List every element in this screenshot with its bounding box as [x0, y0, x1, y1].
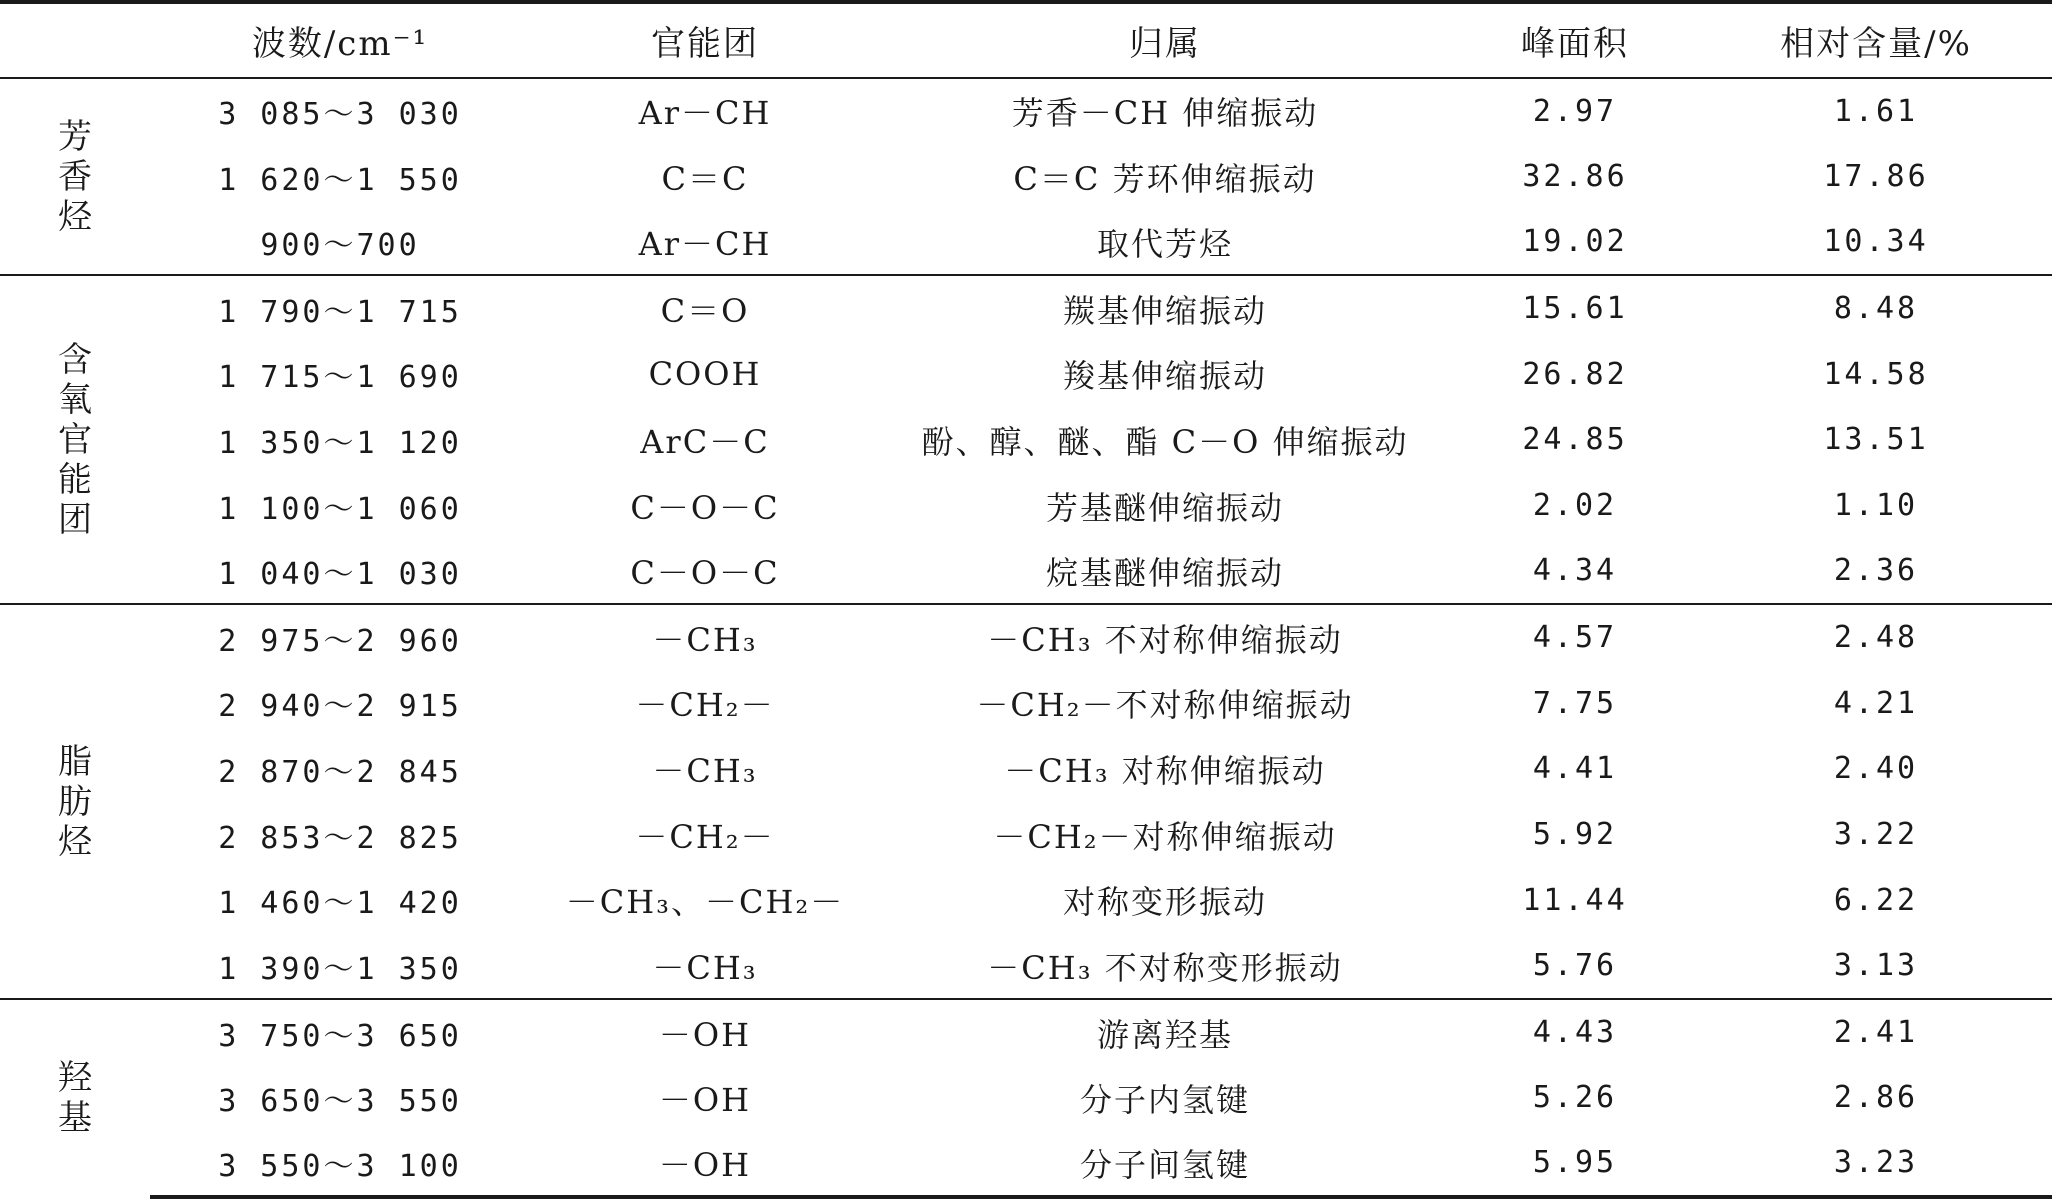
- cell-relative-content: 4.21: [1833, 685, 1919, 721]
- cell-wavenumber: 1 620～1 550: [218, 162, 462, 198]
- cell-wavenumber: 3 085～3 030: [150, 78, 530, 144]
- cell-peak-area: 32.86: [1522, 159, 1628, 195]
- cell-peak-area: 5.26: [1532, 1080, 1618, 1116]
- cell-functional-group: －CH₃: [530, 604, 880, 670]
- cell-peak-area: 7.75: [1532, 685, 1618, 721]
- header-attribution: 归属: [880, 2, 1450, 78]
- cell-attribution: 分子内氢键: [1079, 1080, 1250, 1119]
- cell-attribution: －CH₂－对称伸缩振动: [993, 817, 1337, 856]
- cell-attribution: －CH₃ 对称伸缩振动: [1004, 751, 1326, 790]
- cell-functional-group: ArC－C: [640, 422, 770, 461]
- cell-attribution: 分子间氢键: [880, 1131, 1450, 1197]
- cell-peak-area: 5.76: [1532, 948, 1618, 984]
- cell-relative-content: 10.34: [1823, 224, 1929, 260]
- cell-wavenumber: 1 100～1 060: [218, 491, 462, 527]
- cell-peak-area: 11.44: [1522, 882, 1628, 918]
- table-row: [0, 407, 2052, 473]
- cell-wavenumber: 1 390～1 350: [218, 951, 462, 987]
- cell-wavenumber: 1 790～1 715: [150, 275, 530, 341]
- group-label-oxygen: 含氧官能团: [0, 275, 150, 604]
- cell-attribution: －CH₃ 不对称变形振动: [987, 948, 1343, 987]
- cell-peak-area: 4.57: [1450, 604, 1700, 670]
- cell-functional-group: －CH₂－: [635, 817, 775, 856]
- cell-functional-group: －CH₂－: [635, 686, 775, 725]
- cell-wavenumber: 3 550～3 100: [150, 1131, 530, 1197]
- cell-attribution: 芳基醚伸缩振动: [1045, 488, 1284, 527]
- table-header-row: [0, 2, 2052, 78]
- cell-peak-area: 2.97: [1450, 78, 1700, 144]
- cell-functional-group: －OH: [530, 1131, 880, 1197]
- header-functional-group: 官能团: [530, 2, 880, 78]
- header-group: [0, 2, 150, 78]
- header-peak-area: 峰面积: [1450, 2, 1700, 78]
- cell-relative-content: 1.10: [1833, 488, 1919, 524]
- cell-attribution: 取代芳烃: [1096, 224, 1233, 263]
- cell-attribution: －CH₂－不对称伸缩振动: [976, 686, 1354, 725]
- cell-wavenumber: 1 350～1 120: [218, 425, 462, 461]
- cell-relative-content: 2.40: [1833, 751, 1919, 787]
- cell-wavenumber: 1 040～1 030: [218, 556, 462, 592]
- cell-attribution: C＝C 芳环伸缩振动: [1013, 159, 1317, 198]
- cell-peak-area: 2.02: [1532, 488, 1618, 524]
- cell-attribution: －CH₃ 不对称伸缩振动: [880, 604, 1450, 670]
- group-label-aliphatic: 脂肪烃: [0, 604, 150, 999]
- cell-functional-group: －CH₃、－CH₂－: [565, 883, 845, 922]
- cell-relative-content: 2.36: [1833, 553, 1919, 589]
- table-row: [0, 999, 2052, 1065]
- cell-wavenumber: 2 870～2 845: [218, 754, 462, 790]
- cell-relative-content: 17.86: [1823, 159, 1929, 195]
- cell-peak-area: 4.34: [1532, 553, 1618, 589]
- cell-wavenumber: 2 940～2 915: [218, 689, 462, 725]
- cell-attribution: 羧基伸缩振动: [1062, 357, 1267, 396]
- cell-attribution: 酚、醇、醚、酯 C－O 伸缩振动: [921, 422, 1409, 461]
- header-relative-content: 相对含量/%: [1700, 2, 2052, 78]
- cell-relative-content: 3.22: [1833, 817, 1919, 853]
- cell-peak-area: 4.43: [1450, 999, 1700, 1065]
- table-row: [0, 275, 2052, 341]
- cell-relative-content: 2.41: [1700, 999, 2052, 1065]
- table-row: [0, 539, 2052, 605]
- cell-relative-content: 13.51: [1823, 422, 1929, 458]
- cell-peak-area: 5.92: [1532, 817, 1618, 853]
- cell-relative-content: 1.61: [1700, 78, 2052, 144]
- table-row: [0, 210, 2052, 276]
- cell-peak-area: 5.95: [1450, 1131, 1700, 1197]
- cell-functional-group: －CH₃: [652, 948, 758, 987]
- cell-functional-group: C＝C: [661, 159, 749, 198]
- cell-relative-content: 3.13: [1833, 948, 1919, 984]
- cell-attribution: 游离羟基: [880, 999, 1450, 1065]
- group-label-aromatic: 芳香烃: [0, 78, 150, 275]
- cell-peak-area: 19.02: [1522, 224, 1628, 260]
- cell-attribution: 对称变形振动: [1062, 883, 1267, 922]
- table-row: [0, 933, 2052, 999]
- group-label-hydroxyl: 羟基: [0, 999, 150, 1196]
- table-row: [0, 1131, 2052, 1197]
- table-row: [0, 473, 2052, 539]
- cell-relative-content: 14.58: [1823, 356, 1929, 392]
- cell-functional-group: Ar－CH: [530, 78, 880, 144]
- cell-relative-content: 2.86: [1833, 1080, 1919, 1116]
- cell-relative-content: 2.48: [1700, 604, 2052, 670]
- table-row: [0, 1065, 2052, 1131]
- cell-wavenumber: 1 460～1 420: [218, 886, 462, 922]
- cell-wavenumber: 1 715～1 690: [218, 360, 462, 396]
- cell-wavenumber: 3 650～3 550: [218, 1083, 462, 1119]
- cell-functional-group: C－O－C: [630, 488, 780, 527]
- table-row: [0, 670, 2052, 736]
- cell-attribution: 烷基醚伸缩振动: [1045, 553, 1284, 592]
- cell-relative-content: 3.23: [1700, 1131, 2052, 1197]
- table-row: [0, 802, 2052, 868]
- cell-peak-area: 15.61: [1450, 275, 1700, 341]
- table-row: [0, 78, 2052, 144]
- table-row: [0, 341, 2052, 407]
- table-row: [0, 604, 2052, 670]
- table-row: [0, 736, 2052, 802]
- cell-attribution: 羰基伸缩振动: [880, 275, 1450, 341]
- table-row: [0, 868, 2052, 934]
- cell-functional-group: Ar－CH: [638, 224, 772, 263]
- cell-peak-area: 4.41: [1532, 751, 1618, 787]
- cell-wavenumber: 900～700: [260, 227, 420, 263]
- table-row: [0, 144, 2052, 210]
- cell-functional-group: C＝O: [530, 275, 880, 341]
- cell-functional-group: －OH: [530, 999, 880, 1065]
- cell-wavenumber: 2 975～2 960: [150, 604, 530, 670]
- cell-wavenumber: 2 853～2 825: [218, 820, 462, 856]
- cell-functional-group: C－O－C: [630, 553, 780, 592]
- cell-functional-group: －OH: [658, 1080, 752, 1119]
- header-wavenumber: 波数/cm⁻¹: [150, 2, 530, 78]
- cell-peak-area: 26.82: [1522, 356, 1628, 392]
- cell-attribution: 芳香－CH 伸缩振动: [880, 78, 1450, 144]
- cell-relative-content: 6.22: [1833, 882, 1919, 918]
- cell-functional-group: COOH: [648, 355, 762, 394]
- cell-wavenumber: 3 750～3 650: [150, 999, 530, 1065]
- cell-relative-content: 8.48: [1700, 275, 2052, 341]
- cell-peak-area: 24.85: [1522, 422, 1628, 458]
- cell-functional-group: －CH₃: [652, 751, 758, 790]
